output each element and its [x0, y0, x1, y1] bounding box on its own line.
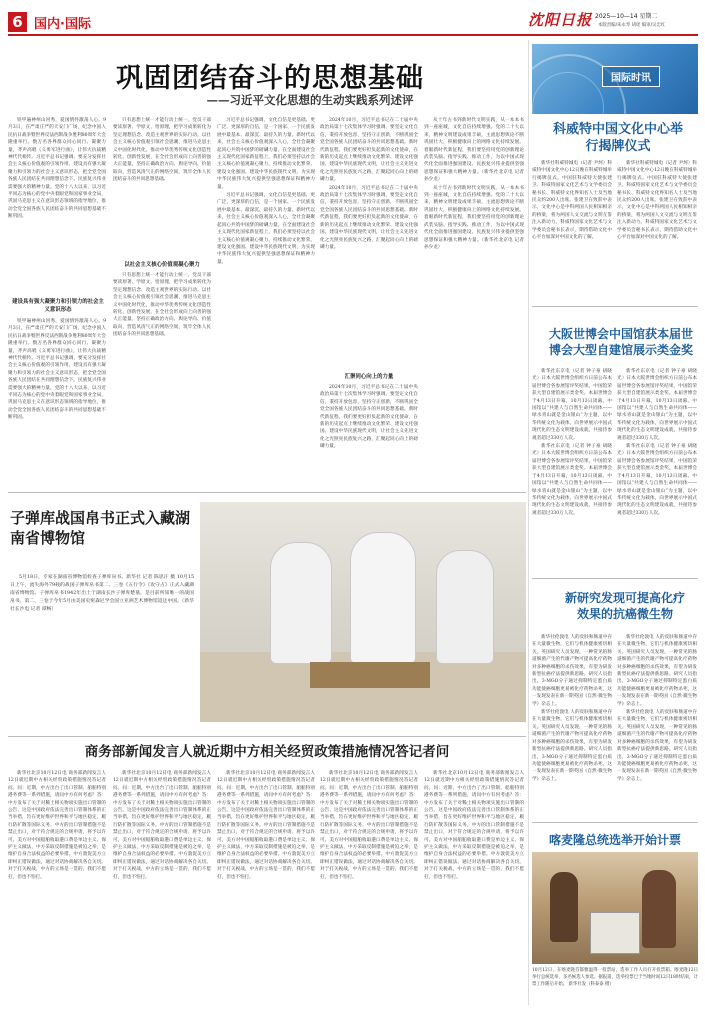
world-body-1b: [617, 160, 697, 302]
world-body-3b: [617, 634, 697, 816]
mofcom-col-1: [8, 770, 106, 1007]
photo-expert-2: [350, 532, 416, 664]
world-body-2b-text: 新华社东京电（记者 钟子豪 胡晓光）日本大阪世博会组织方日前公布本届世博会各参展馆评奖结果，中国馆荣获大型自建馆展示类金奖。本届世博会于4月13日开幕，10月13日闭幕。中国馆以“共建人与自然生命共同体——绿水青山就是金山银山”为主题，以中华传统文化为载体，向世界展示中国式现代化的生态文明建设成就，共接待参观者超过330万人次。: [617, 369, 697, 441]
photo-expert-3: [436, 550, 494, 664]
world-body-2-text: 新华社东京电（记者 钟子豪 胡晓光）日本大阪世博会组织方日前公布本届世博会各参展馆评奖结果，中国馆荣获大型自建馆展示类金奖。本届世博会于4月13日开幕，10月13日闭幕。中国馆以“共建人与自然生命共同体——绿水青山就是金山银山”为主题，以中华传统文化为载体，向世界展示中国式现代化的生态文明建设成就，共接待参观者超过330万人次。: [532, 369, 612, 441]
lead-column-3: [217, 117, 315, 486]
photo-figure-right: [642, 870, 676, 948]
world-rule-1: [532, 306, 698, 307]
world-body-3b-text: 新华社伦敦电 人的皮肤和肠道中存在大量微生物，它们与机体健康密切相关。英国研究人员发现，一种常见的肠道细菌产生的代谢产物可提高化疗药物对多种癌细胞的杀伤效果，有望为研发新型抗癌疗法提供新思路。研究人员指出，3-MGO分子通过抑制特定蛋白质功能使癌细胞更易被化疗药物杀死，这一发现发表在新一期英国《自然·微生物学》杂志上。: [617, 635, 697, 707]
editors-line: 本版责编/朱永琴 胡瑶 编审/吴忠红: [598, 23, 666, 28]
world-body-2: [532, 368, 612, 568]
page-number-badge: 6: [8, 12, 27, 32]
world-body-1b-text: 新华社科威特城电（记者 尹炣）科威特中国文化中心12日晚在科威特城举行揭牌仪式。中国驻科威特大使张建卫、科威特国家文化艺术与文学委员会秘书长、科威特文化界知名人士及当地民众约200人出席。张建卫在致辞中表示，文化中心是中科两国人民相知相亲的桥梁，将为两国人文交流与文明互鉴注入新动力。科威特国家文化艺术与文学委员会秘书长表示，期待借助文化中心平台加深对中国文化的了解。: [617, 161, 697, 241]
section-name: 国内·国际: [34, 17, 91, 32]
lead-column-4: [320, 117, 418, 367]
world-body-2-text-b: 新华社东京电（记者 钟子豪 胡晓光）日本大阪世博会组织方日前公布本届世博会各参展馆评奖结果，中国馆荣获大型自建馆展示类金奖。本届世博会于4月13日开幕，10月13日闭幕。中国馆以“共建人与自然生命共同体——绿水青山就是金山银山”为主题，以中华传统文化为载体，向世界展示中国式现代化的生态文明建设成就，共接待参观者超过330万人次。: [532, 444, 612, 516]
photo-silk-scroll: [310, 662, 430, 688]
world-title-4: 喀麦隆总统选举开始计票: [548, 833, 681, 847]
world-body-2b-text-b: 新华社东京电（记者 钟子豪 胡晓光）日本大阪世博会组织方日前公布本届世博会各参展馆评奖结果，中国馆荣获大型自建馆展示类金奖。本届世博会于4月13日开幕，10月13日闭幕。中国馆以“共建人与自然生命共同体——绿水青山就是金山银山”为主题，以中华传统文化为载体，向世界展示中国式现代化的生态文明建设成就，共接待参观者超过330万人次。: [617, 444, 697, 516]
silk-manuscript-body: [10, 574, 194, 724]
cameroon-vote-photo: [532, 852, 698, 964]
world-panel-badge: 国际时讯: [602, 66, 660, 87]
silk-manuscript-title: 子弹库战国帛书正式入藏湖南省博物馆: [10, 509, 191, 547]
lead-column-1: [8, 117, 106, 297]
lead-column-2b-text: 只有思想上统一才能行动上统一。党员干部要读原著、学原文、悟原理，把学习成果转化为坚定理想信念、改造主观世界的实际行动。以社会主义核心价值观引领社会思潮，推进马克思主义中国化时代化，推动中华优秀传统文化创造性转化、创新性发展，在全社会形成向上向善的强大正能量。坚持正确政治方向、舆论导向、价值取向，营造风清气正的网络空间，筑牢全体人民团结奋斗的共同思想基础。: [113, 273, 211, 338]
lead-column-4b-text: 2024年10月，习近平总书记在二十届中央政治局第十七次集体学习时强调，要坚定文化自信，秉持开放包容，坚持守正创新，不断巩固全党全国各族人民团结奋斗的共同思想基础。新时代新征程，我们要更好担负起新的文化使命，在新的历史起点上继续推动文化繁荣、建设文化强国、建设中华民族现代文明，让社会主义先进文化之光照亮民族复兴之路，汇聚起同心向上的磅礴力量。: [320, 385, 418, 450]
lead-column-5-text-b: 从十年古书到新时代文明实践，从一本本书到一座座城，文化自信持续增强。党的二十大以来，精神文明建设成果丰硕，主流思想舆论不断巩固壮大，积极健康向上的网络文化持续发展。着眼新时代新征程，我们要坚持用党的创新理论武装头脑、指导实践、推动工作，为以中国式现代化全面推进强国建设、民族复兴伟业提供坚强思想保证和强大精神力量。（新华社北京电 记者 孙少龙）: [424, 185, 524, 250]
mofcom-col-5: [424, 770, 524, 1007]
world-body-3-text: 新华社伦敦电 人的皮肤和肠道中存在大量微生物，它们与机体健康密切相关。英国研究人员发现，一种常见的肠道细菌产生的代谢产物可提高化疗药物对多种癌细胞的杀伤效果，有望为研发新型抗癌疗法提供新思路。研究人员指出，3-MGO分子通过抑制特定蛋白质功能使癌细胞更易被化疗药物杀死，这一发现发表在新一期英国《自然·微生物学》杂志上。: [532, 635, 612, 707]
world-body-4: [532, 967, 698, 1007]
lead-section-heading-3: 汇聚同心向上的力量: [344, 374, 394, 380]
lead-column-5-text: 从十年古书到新时代文明实践，从一本本书到一座座城，文化自信持续增强。党的二十大以来，精神文明建设成果丰硕，主流思想舆论不断巩固壮大，积极健康向上的网络文化持续发展。着眼新时代新征程，我们要坚持用党的创新理论武装头脑、指导实践、推动工作，为以中国式现代化全面推进强国建设、民族复兴伟业提供坚强思想保证和强大精神力量。（新华社北京电 记者 孙少龙）: [424, 118, 524, 183]
masthead-logo: 沈阳日报: [528, 11, 593, 29]
lead-column-3-text: 习近平总书记强调，文化自信是更基础、更广泛、更深厚的自信，是一个国家、一个民族发展中最基本、最深沉、最持久的力量。新时代以来，社会主义核心价值观深入人心，全社会凝聚起同心共筑中国梦的磅礴力量。在全面建设社会主义现代化国家新征程上，我们必须坚持以社会主义核心价值观凝心聚力，持续推动文化繁荣、建设文化强国、建设中华民族现代文明，为实现中华民族伟大复兴提供坚强思想保证和精神力量。: [217, 118, 315, 190]
lead-headline: 巩固团结奋斗的思想基础: [116, 63, 424, 94]
lead-column-2: [113, 117, 211, 257]
lead-column-4-text: 2024年10月，习近平总书记在二十届中央政治局第十七次集体学习时强调，要坚定文化自信，秉持开放包容，坚持守正创新，不断巩固全党全国各族人民团结奋斗的共同思想基础。新时代新征程，我们要更好担负起新的文化使命，在新的历史起点上继续推动文化繁荣、建设文化强国、建设中华民族现代文明，让社会主义先进文化之光照亮民族复兴之路，汇聚起同心向上的磅礴力量。: [320, 118, 418, 183]
lead-column-2-text: 只有思想上统一才能行动上统一。党员干部要读原著、学原文、悟原理，把学习成果转化为坚定理想信念、改造主观世界的实际行动。以社会主义核心价值观引领社会思潮，推进马克思主义中国化时代化，推动中华优秀传统文化创造性转化、创新性发展，在全社会形成向上向善的强大正能量。坚持正确政治方向、舆论导向、价值取向，营造风清气正的网络空间，筑牢全体人民团结奋斗的共同思想基础。: [113, 118, 211, 183]
silk-manuscript-photo: [200, 502, 526, 722]
world-body-1: [532, 160, 612, 302]
world-body-4-text: 10月12日，在喀麦隆首都雅温得一投票站，选举工作人员打开投票箱。喀麦隆12日举行总统选举，多名候选人参选。据报道，选举投票已于当地时间12日18时结束，计票工作随后开始。 新华社发（科泰泰 摄）: [532, 968, 698, 987]
mofcom-col-3: [217, 770, 315, 1007]
right-panel-divider: [528, 40, 529, 1005]
mofcom-col-1-text: 新华社北京10月12日电 商务部新闻发言人12日就近期中方相关经贸政策措施情况答记者问。问：近期，中方出台了出口管制、船舶特别港务费等一系列措施，请问中方有何考虑？答：中方发布了关于对稀土相关物项实施出口管制的公告，这是中国政府依法完善出口管制体系的正当举措，旨在更好维护世界和平与地区稳定，履行防扩散等国际义务。中方的出口管制措施不是禁止出口，对于符合规定的合规申请，将予以许可。美方对中国船舶收取港口费是单边主义、保护主义做法，中方采取反制措施是被迫之举，是维护自身合法权益的必要举措。中方敦促美方立即纠正错误做法，通过对话协商解决各自关切。对于打关税战，中方的立场是一贯的，我们不愿打，但也不怕打。: [8, 771, 106, 880]
world-body-2b: [617, 368, 697, 568]
world-panel-banner: [532, 44, 698, 114]
photo-figure-left: [550, 872, 578, 942]
world-title-2: 大阪世博会中国馆获本届世博会大型自建馆展示类金奖: [548, 327, 693, 357]
world-title-1: 科威特中国文化中心举行揭牌仪式: [552, 122, 683, 154]
mofcom-col-2: [113, 770, 211, 1007]
world-body-3-text-b: 新华社伦敦电 人的皮肤和肠道中存在大量微生物，它们与机体健康密切相关。英国研究人员发现，一种常见的肠道细菌产生的代谢产物可提高化疗药物对多种癌细胞的杀伤效果，有望为研发新型抗癌疗法提供新思路。研究人员指出，3-MGO分子通过抑制特定蛋白质功能使癌细胞更易被化疗药物杀死，这一发现发表在新一期英国《自然·微生物学》杂志上。: [532, 710, 612, 782]
mofcom-col-4-text: 新华社北京10月12日电 商务部新闻发言人12日就近期中方相关经贸政策措施情况答记者问。问：近期，中方出台了出口管制、船舶特别港务费等一系列措施，请问中方有何考虑？答：中方发布了关于对稀土相关物项实施出口管制的公告，这是中国政府依法完善出口管制体系的正当举措，旨在更好维护世界和平与地区稳定，履行防扩散等国际义务。中方的出口管制措施不是禁止出口，对于符合规定的合规申请，将予以许可。美方对中国船舶收取港口费是单边主义、保护主义做法，中方采取反制措施是被迫之举，是维护自身合法权益的必要举措。中方敦促美方立即纠正错误做法，通过对话协商解决各自关切。对于打关税战，中方的立场是一贯的，我们不愿打，但也不怕打。: [320, 771, 418, 880]
world-rule-2: [532, 578, 698, 579]
mofcom-col-3-text: 新华社北京10月12日电 商务部新闻发言人12日就近期中方相关经贸政策措施情况答记者问。问：近期，中方出台了出口管制、船舶特别港务费等一系列措施，请问中方有何考虑？答：中方发布了关于对稀土相关物项实施出口管制的公告，这是中国政府依法完善出口管制体系的正当举措，旨在更好维护世界和平与地区稳定，履行防扩散等国际义务。中方的出口管制措施不是禁止出口，对于符合规定的合规申请，将予以许可。美方对中国船舶收取港口费是单边主义、保护主义做法，中方采取反制措施是被迫之举，是维护自身合法权益的必要举措。中方敦促美方立即纠正错误做法，通过对话协商解决各自关切。对于打关税战，中方的立场是一贯的，我们不愿打，但也不怕打。: [217, 771, 315, 880]
mofcom-col-5-text: 新华社北京10月12日电 商务部新闻发言人12日就近期中方相关经贸政策措施情况答记者问。问：近期，中方出台了出口管制、船舶特别港务费等一系列措施，请问中方有何考虑？答：中方发布了关于对稀土相关物项实施出口管制的公告，这是中国政府依法完善出口管制体系的正当举措，旨在更好维护世界和平与地区稳定，履行防扩散等国际义务。中方的出口管制措施不是禁止出口，对于符合规定的合规申请，将予以许可。美方对中国船舶收取港口费是单边主义、保护主义做法，中方采取反制措施是被迫之举，是维护自身合法权益的必要举措。中方敦促美方立即纠正错误做法，通过对话协商解决各自关切。对于打关税战，中方的立场是一贯的，我们不愿打，但也不怕打。: [424, 771, 524, 880]
world-body-3b-text-b: 新华社伦敦电 人的皮肤和肠道中存在大量微生物，它们与机体健康密切相关。英国研究人员发现，一种常见的肠道细菌产生的代谢产物可提高化疗药物对多种癌细胞的杀伤效果，有望为研发新型抗癌疗法提供新思路。研究人员指出，3-MGO分子通过抑制特定蛋白质功能使癌细胞更易被化疗药物杀死，这一发现发表在新一期英国《自然·微生物学》杂志上。: [617, 710, 697, 782]
lead-column-1b-text: 铁甲遍神州山河秀，爱国情怀激荡人心。9月3日，在严肃庄严的天安门广场，纪念中国人民抗日战争暨世界反法西斯战争胜利80周年大会隆重举行。数万名各界群众同心同行、凝聚力量，齐声高唱《义勇军进行曲》，让伟大抗战精神代代相传。习近平总书记强调，要充分发挥社会主义核心价值观的引领作用，建设具有强大凝聚力和引领力的社会主义意识形态，把全党全国各族人民团结在共同理想信念下。民族复兴伟业需要强大的精神力量。党的十八大以来，以习近平同志为核心的党中央着眼党和国家事业全局，巩固马克思主义在意识形态领域的指导地位，推动全党全国各族人民团结奋斗的共同思想基础不断巩固。: [8, 319, 106, 421]
lead-column-4b: [320, 384, 418, 486]
lead-column-1-text: 铁甲遍神州山河秀，爱国情怀激荡人心。9月3日，在严肃庄严的天安门广场，纪念中国人民抗日战争暨世界反法西斯战争胜利80周年大会隆重举行。数万名各界群众同心同行、凝聚力量，齐声高唱《义勇军进行曲》，让伟大抗战精神代代相传。习近平总书记强调，要充分发挥社会主义核心价值观的引领作用，建设具有强大凝聚力和引领力的社会主义意识形态，把全党全国各族人民团结在共同理想信念下。民族复兴伟业需要强大的精神力量。党的十八大以来，以习近平同志为核心的党中央着眼党和国家事业全局，巩固马克思主义在意识形态领域的指导地位，推动全党全国各族人民团结奋斗的共同思想基础不断巩固。: [8, 118, 106, 220]
header-rule: [8, 34, 698, 36]
mofcom-title: 商务部新闻发言人就近期中方相关经贸政策措施情况答记者问: [84, 744, 450, 760]
lead-column-5: [424, 117, 524, 486]
lead-subtitle: ——习近平文化思想的生动实践系列述评: [206, 93, 414, 107]
lead-column-1b: [8, 318, 106, 486]
lead-section-heading-1: 建设具有强大凝聚力和引领力的社会主义意识形态: [12, 299, 104, 313]
mid-bottom-rule: [8, 736, 526, 737]
mofcom-col-4: [320, 770, 418, 1007]
photo-expert-1: [270, 542, 332, 664]
photo-ballot-box: [590, 912, 640, 954]
world-body-3: [532, 634, 612, 816]
lead-column-3-text-b: 习近平总书记强调，文化自信是更基础、更广泛、更深厚的自信，是一个国家、一个民族发展中最基本、最深沉、最持久的力量。新时代以来，社会主义核心价值观深入人心，全社会凝聚起同心共筑中国梦的磅礴力量。在全面建设社会主义现代化国家新征程上，我们必须坚持以社会主义核心价值观凝心聚力，持续推动文化繁荣、建设文化强国、建设中华民族现代文明，为实现中华民族伟大复兴提供坚强思想保证和精神力量。: [217, 193, 315, 265]
lead-section-heading-2: 以社会主义核心价值观凝心聚力: [124, 262, 200, 268]
world-body-1-text: 新华社科威特城电（记者 尹炣）科威特中国文化中心12日晚在科威特城举行揭牌仪式。中国驻科威特大使张建卫、科威特国家文化艺术与文学委员会秘书长、科威特文化界知名人士及当地民众约200人出席。张建卫在致辞中表示，文化中心是中科两国人民相知相亲的桥梁，将为两国人文交流与文明互鉴注入新动力。科威特国家文化艺术与文学委员会秘书长表示，期待借助文化中心平台加深对中国文化的了解。: [532, 161, 612, 241]
mofcom-col-2-text: 新华社北京10月12日电 商务部新闻发言人12日就近期中方相关经贸政策措施情况答记者问。问：近期，中方出台了出口管制、船舶特别港务费等一系列措施，请问中方有何考虑？答：中方发布了关于对稀土相关物项实施出口管制的公告，这是中国政府依法完善出口管制体系的正当举措，旨在更好维护世界和平与地区稳定，履行防扩散等国际义务。中方的出口管制措施不是禁止出口，对于符合规定的合规申请，将予以许可。美方对中国船舶收取港口费是单边主义、保护主义做法，中方采取反制措施是被迫之举，是维护自身合法权益的必要举措。中方敦促美方立即纠正错误做法，通过对话协商解决各自关切。对于打关税战，中方的立场是一贯的，我们不愿打，但也不怕打。: [113, 771, 211, 880]
issue-date: 2025—10—14 星期二: [595, 13, 658, 20]
lead-column-2b: [113, 272, 211, 486]
lead-column-4-text-b: 2024年10月，习近平总书记在二十届中央政治局第十七次集体学习时强调，要坚定文化自信，秉持开放包容，坚持守正创新，不断巩固全党全国各族人民团结奋斗的共同思想基础。新时代新征程，我们要更好担负起新的文化使命，在新的历史起点上继续推动文化繁荣、建设文化强国、建设中华民族现代文明，让社会主义先进文化之光照亮民族复兴之路，汇聚起同心向上的磅礴力量。: [320, 185, 418, 250]
lead-bottom-rule: [8, 492, 526, 493]
world-rule-3: [532, 822, 698, 823]
world-title-3: 新研究发现可提高化疗效果的抗癌微生物: [564, 591, 685, 621]
silk-manuscript-body-text: 5月18日，专家在湖南省博物馆检查子弹库帛书。新华社 记者 陈思汗 摄 10月15日上午，流失海外79载的战国子弹库帛书第二、三卷《五行令》《攻守占》正式入藏湖南省博物馆。子弹库帛书1942年出土于湖南长沙子弹库楚墓，是目前所知唯一的战国帛书。第二、三卷于今年5月由美国史密森尼学会国立亚洲艺术博物馆返还中国。（新华社长沙电 记者 谭畅）: [10, 575, 194, 612]
